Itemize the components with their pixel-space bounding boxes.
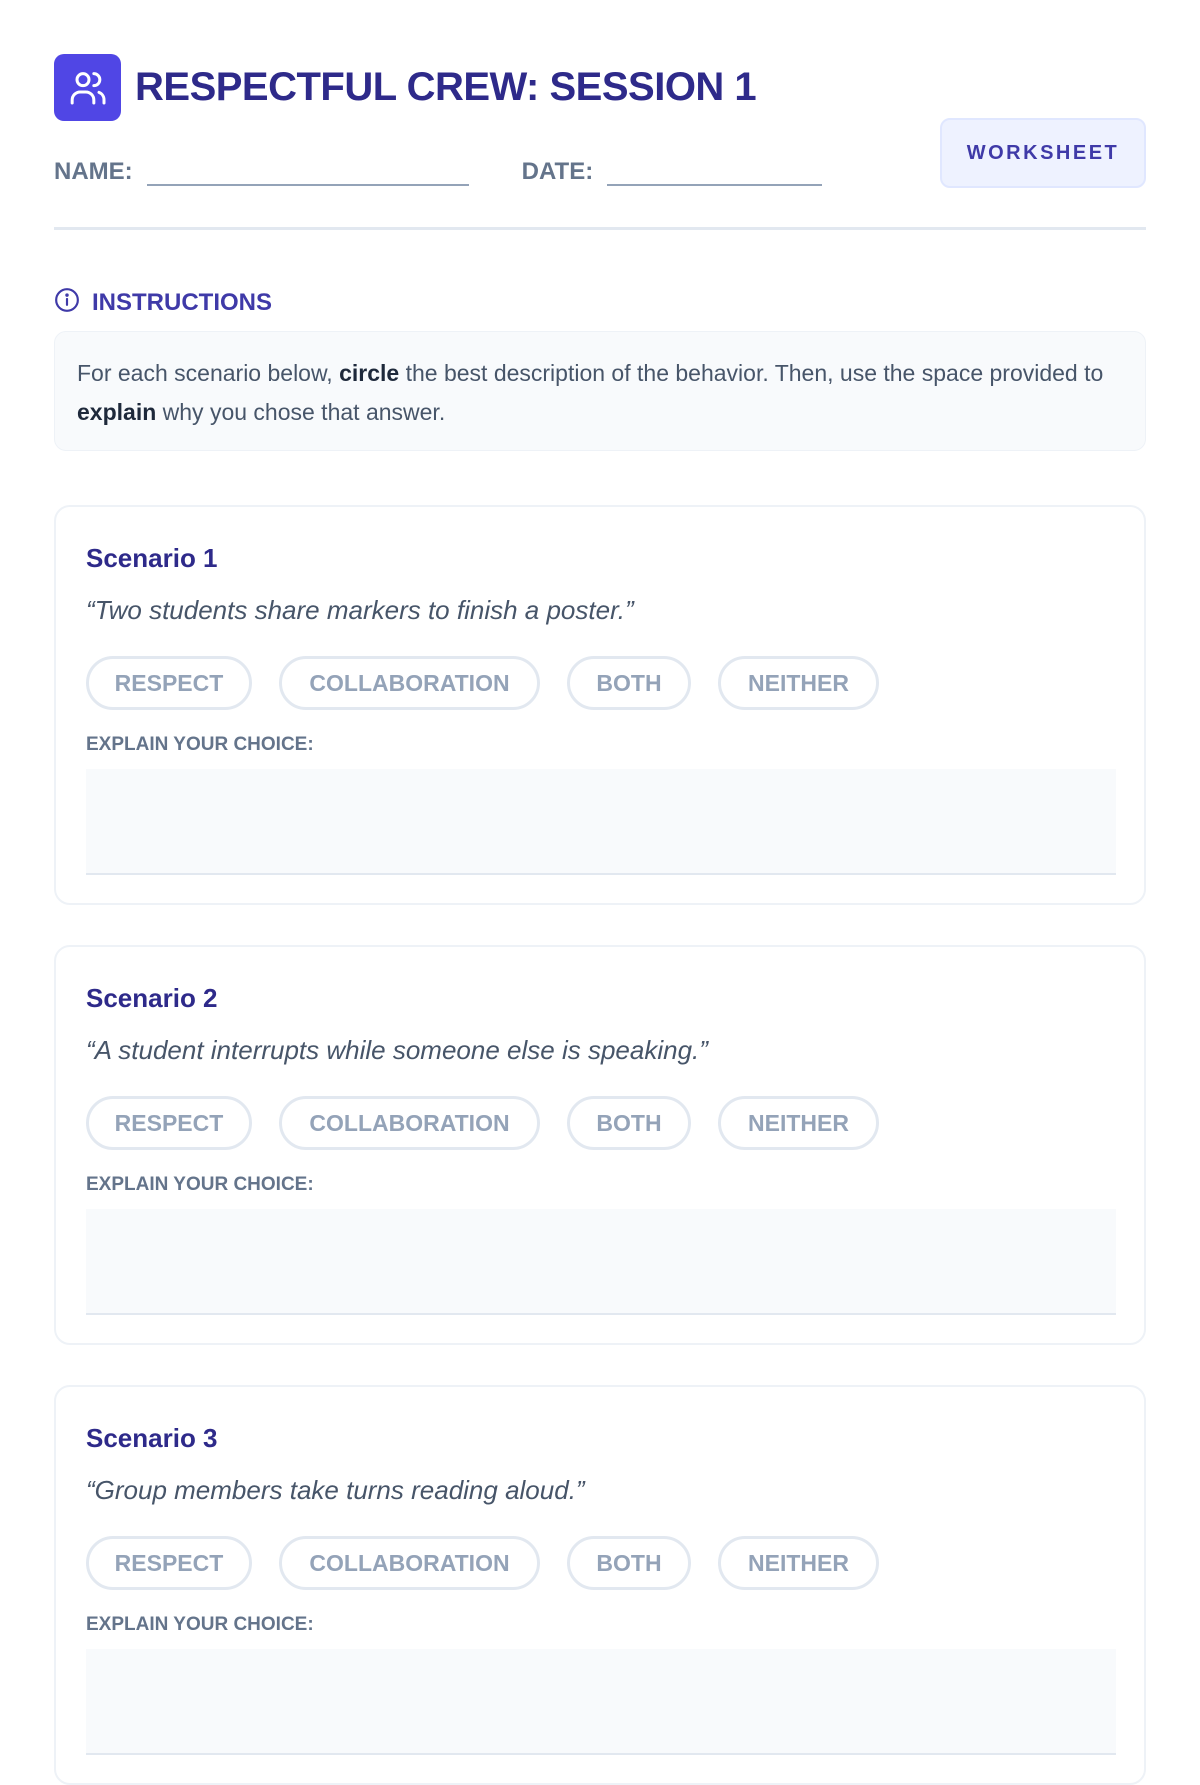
page-title: RESPECTFUL CREW: SESSION 1: [135, 65, 757, 109]
option-respect[interactable]: RESPECT: [86, 656, 252, 710]
scenario-title: Scenario 1: [86, 543, 218, 573]
date-label: DATE:: [521, 158, 594, 185]
scenario-quote: “Two students share markers to finish a poster.”: [86, 595, 634, 625]
option-neither[interactable]: NEITHER: [718, 1096, 879, 1150]
option-collaboration[interactable]: COLLABORATION: [279, 1536, 540, 1590]
option-both[interactable]: BOTH: [567, 1536, 691, 1590]
worksheet-badge: WORKSHEET: [940, 118, 1146, 188]
explain-label: EXPLAIN YOUR CHOICE:: [86, 1614, 314, 1635]
answer-options: [86, 1536, 906, 1590]
scenario-quote: “A student interrupts while someone else is speaking.”: [86, 1035, 708, 1065]
scenario-card: [54, 945, 1146, 1345]
users-icon: [54, 54, 121, 121]
option-collaboration[interactable]: COLLABORATION: [279, 1096, 540, 1150]
info-icon: [54, 287, 80, 318]
name-field[interactable]: [147, 156, 469, 186]
explain-answer-box[interactable]: [86, 769, 1116, 875]
scenario-card: [54, 1385, 1146, 1785]
scenario-card: [54, 505, 1146, 905]
answer-options: [86, 656, 906, 710]
option-neither[interactable]: NEITHER: [718, 656, 879, 710]
explain-label: EXPLAIN YOUR CHOICE:: [86, 1174, 314, 1195]
header-divider: [54, 227, 1146, 230]
scenario-title: Scenario 2: [86, 983, 218, 1013]
option-collaboration[interactable]: COLLABORATION: [279, 656, 540, 710]
explain-answer-box[interactable]: [86, 1209, 1116, 1315]
scenario-title: Scenario 3: [86, 1423, 218, 1453]
date-field[interactable]: [607, 156, 822, 186]
option-respect[interactable]: RESPECT: [86, 1536, 252, 1590]
instructions-text: For each scenario below, circle the best description of the behavior. Then, use the space provided to explain why you chose that answer.: [54, 331, 1146, 451]
name-date-row: [54, 156, 822, 186]
option-both[interactable]: BOTH: [567, 1096, 691, 1150]
option-neither[interactable]: NEITHER: [718, 1536, 879, 1590]
answer-options: [86, 1096, 906, 1150]
instructions-label: INSTRUCTIONS: [92, 288, 272, 316]
explain-answer-box[interactable]: [86, 1649, 1116, 1755]
option-respect[interactable]: RESPECT: [86, 1096, 252, 1150]
instructions-heading: [54, 287, 272, 318]
option-both[interactable]: BOTH: [567, 656, 691, 710]
name-label: NAME:: [54, 158, 133, 185]
scenario-quote: “Group members take turns reading aloud.”: [86, 1475, 585, 1505]
title-row: [54, 54, 756, 121]
explain-label: EXPLAIN YOUR CHOICE:: [86, 734, 314, 755]
